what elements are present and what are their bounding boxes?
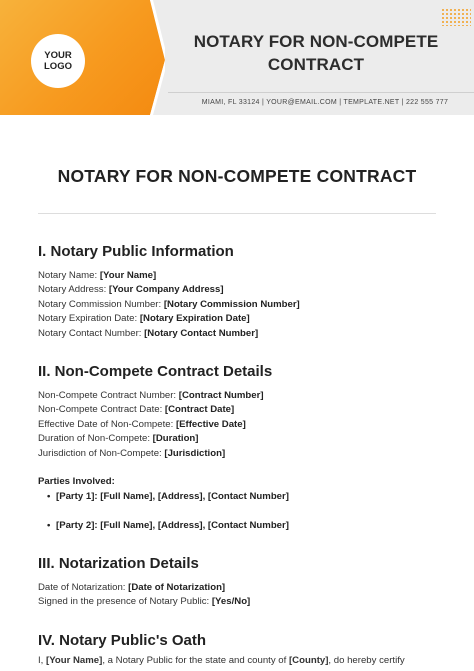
logo-line-2: LOGO [44,61,72,72]
field-notary-address [38,283,458,297]
field-label: Notary Address: [38,284,109,296]
field-label: Duration of Non-Compete: [38,433,153,445]
field-signed-presence [38,595,458,609]
field-jurisdiction [38,447,458,461]
field-label: Notary Contact Number: [38,327,145,339]
party-text: [Party 1]: [Full Name], [Address], [Contact Number] [56,491,289,503]
section-notary-oath [38,632,458,666]
field-notary-name [38,269,458,283]
header-divider [168,92,474,93]
field-value: [Date of Notarization] [128,582,226,593]
oath-text-part: , do hereby certify [328,655,405,666]
field-notarization-date [38,581,458,595]
parties-label: Parties Involved: [38,476,115,488]
party-text: [Party 2]: [Full Name], [Address], [Contact Number] [56,520,289,532]
field-value: [Yes/No] [211,596,251,608]
company-logo [31,34,85,88]
section-heading: II. Non-Compete Contract Details [38,363,273,380]
bullet-icon: • [47,491,51,503]
field-value: [Jurisdiction] [164,447,226,459]
field-value: [Notary Expiration Date] [139,313,250,325]
bullet-icon: • [47,520,51,532]
field-label: Notary Expiration Date: [38,313,140,325]
field-value: [Notary Contact Number] [144,327,259,339]
section-notarization-details [38,555,458,610]
field-label: Jurisdiction of Non-Compete: [38,447,165,459]
field-effective-date [38,418,458,432]
field-label: Non-Compete Contract Number: [38,390,179,401]
field-value: [Notary Commission Number] [163,298,300,310]
logo-line-1: YOUR [44,50,72,61]
document-header [0,0,474,115]
section-heading: III. Notarization Details [38,555,199,572]
field-label: Effective Date of Non-Compete: [38,418,176,430]
field-value: [Effective Date] [175,418,246,430]
field-duration [38,432,458,446]
field-value: [Your Name] [99,270,157,281]
field-value: [Duration] [152,433,199,445]
oath-name: [Your Name] [46,655,103,666]
party-item [38,490,458,504]
field-contract-number [38,389,458,403]
section-contract-details [38,363,458,533]
header-title-line-2: CONTRACT [267,55,365,74]
field-label: Non-Compete Contract Date: [38,404,165,416]
decorative-dots-icon [441,8,471,26]
field-label: Date of Notarization: [38,582,129,593]
field-expiration-date [38,312,458,326]
section-notary-info [38,243,458,341]
field-value: [Contract Date] [164,404,235,416]
oath-text-part: , a Notary Public for the state and county of [102,655,289,666]
field-value: [Your Company Address] [108,284,224,296]
field-label: Notary Name: [38,270,100,281]
section-heading: I. Notary Public Information [38,243,234,260]
field-label: Signed in the presence of Notary Public: [38,596,212,608]
field-commission-number [38,298,458,312]
field-contract-date [38,403,458,417]
field-value: [Contract Number] [178,390,264,401]
field-contact-number [38,327,458,341]
oath-text-part: I, [38,655,46,666]
oath-paragraph [38,655,458,666]
header-title-line-1: NOTARY FOR NON-COMPETE [193,32,439,51]
header-contact-info: MIAMI, FL 33124 | YOUR@EMAIL.COM | TEMPLATE.NET | 222 555 777 [201,99,449,106]
party-item [38,519,458,533]
field-label: Notary Commission Number: [38,298,164,310]
section-heading: IV. Notary Public's Oath [38,632,207,649]
document-title: NOTARY FOR NON-COMPETE CONTRACT [57,166,417,186]
title-divider [38,213,436,214]
header-title [160,30,472,76]
oath-county: [County] [288,655,329,666]
